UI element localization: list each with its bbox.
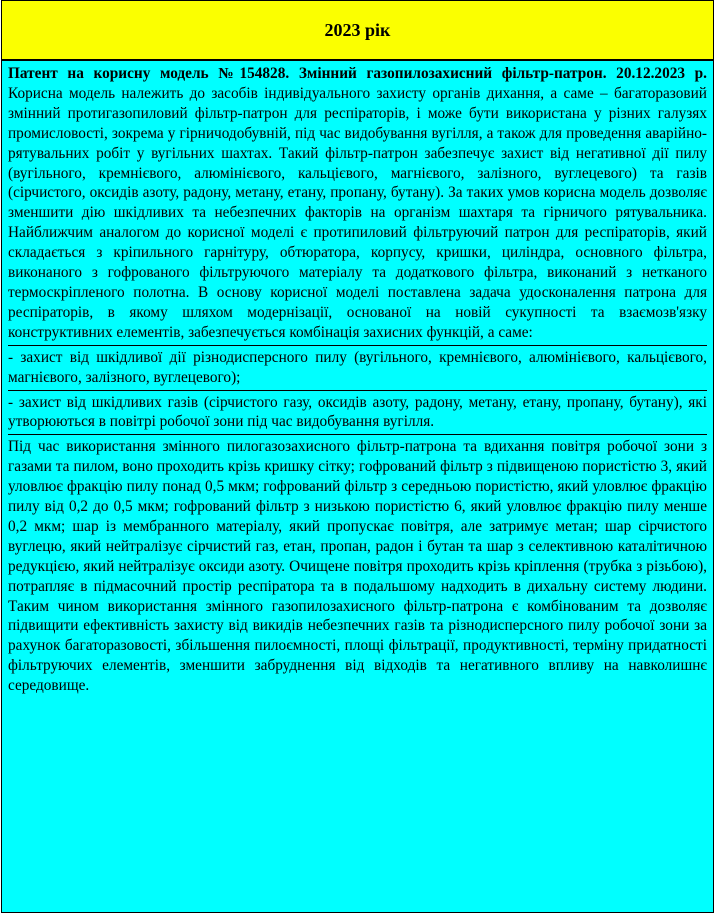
year-header [2, 1, 713, 61]
patent-intro-paragraph [8, 64, 707, 343]
patent-title: Патент на корисну модель №154828. Змінний газопилозахисний фільтр-патрон. 20.12.2023 р. [8, 65, 707, 82]
protection-item-gases: - захист від шкідливих газів (сірчистого газу, оксидів азоту, радону, метану, етану, пропану, бутану), які утворюються в повітрі робочої зони під час видобування вугілля. [8, 390, 707, 433]
protection-item-dust: - захист від шкідливої дії різнодисперсного пилу (вугільного, кремнієвого, алюмінієвого, кальцієвого, магнієвого, залізного, вуглецевого); [8, 345, 707, 388]
patent-intro-text: Корисна модель належить до засобів індивідуального захисту органів дихання, а саме – багаторазовий змінний протигазопиловий фільтр-патрон для респіраторів, і може бути використана у різних галузях промисловості, зокрема у гірничодобувній, під час видобування вугілля, а також для проведення аварійно-рятувальних робіт у вугільних шахтах. Такий фільтр-патрон забезпечує захист від негативної дії пилу (вугільного, кремнієвого, алюмінієвого, кальцієвого, магнієвого, залізного, вуглецевого) та газів (сірчистого, оксидів азоту, радону, метану, етану, пропану, бутану). За таких умов корисна модель дозволяє зменшити дію шкідливих та небезпечних факторів на організм шахтаря та гірничого рятувальника. Найближчим аналогом до корисної моделі є протипиловий фільтруючий патрон для респіраторів, який складається з кріпильного гарнітуру, обтюратора, корпусу, кришки, циліндра, основного фільтра, виконаного з гофрованого фільтруючого матеріалу та додаткового фільтра, виконаний з нетканого термоскріпленого полотна. В основу корисної моделі поставлена задача удосконалення патрона для респіраторів, в якому шляхом модернізації, основаної на новій сукупності та взаємозв'язку конструктивних елементів, забезпечується комбінація захисних функцій, а саме: [8, 84, 707, 341]
usage-paragraph: Під час використання змінного пилогазозахисного фільтр-патрона та вдихання повітря робочої зони з газами та пилом, воно проходить крізь кришку сітку; гофрований фільтр з підвищеною пористістю 3, який уловлює фракцію пилу понад 0,5 мкм; гофрований фільтр з середньою пористістю, який уловлює фракцію пилу від 0,2 до 0,5 мкм; гофрований фільтр з низькою пористістю 6, який уловлює фракцію пилу менше 0,2 мкм; шар із мембранного матеріалу, який пропускає повітря, але затримує метан; шар сірчистого вуглецю, який нейтралізує сірчистий газ, етан, пропан, радон і бутан та шар з селективною каталітичною редукцією, який нейтралізує оксиди азоту. Очищене повітря проходить крізь кріплення (трубка з різьбою), потрапляє в підмасочний простір респіратора та в подальшому надходить в дихальну систему людини. Таким чином використання змінного газопилозахисного фільтр-патрона є комбінованим та дозволяє підвищити ефективність захисту від викидів небезпечних газів та різнодисперсного пилу робочої зони за рахунок багаторазовості, збільшення пилоємності, площі фільтрації, продуктивності, терміну придатності фільтруючих елементів, зменшити забруднення від відходів та негативного впливу на навколишнє середовище. [8, 434, 707, 696]
year-title: 2023 рік [324, 19, 391, 40]
document-table [1, 0, 714, 913]
patent-content [2, 61, 713, 912]
